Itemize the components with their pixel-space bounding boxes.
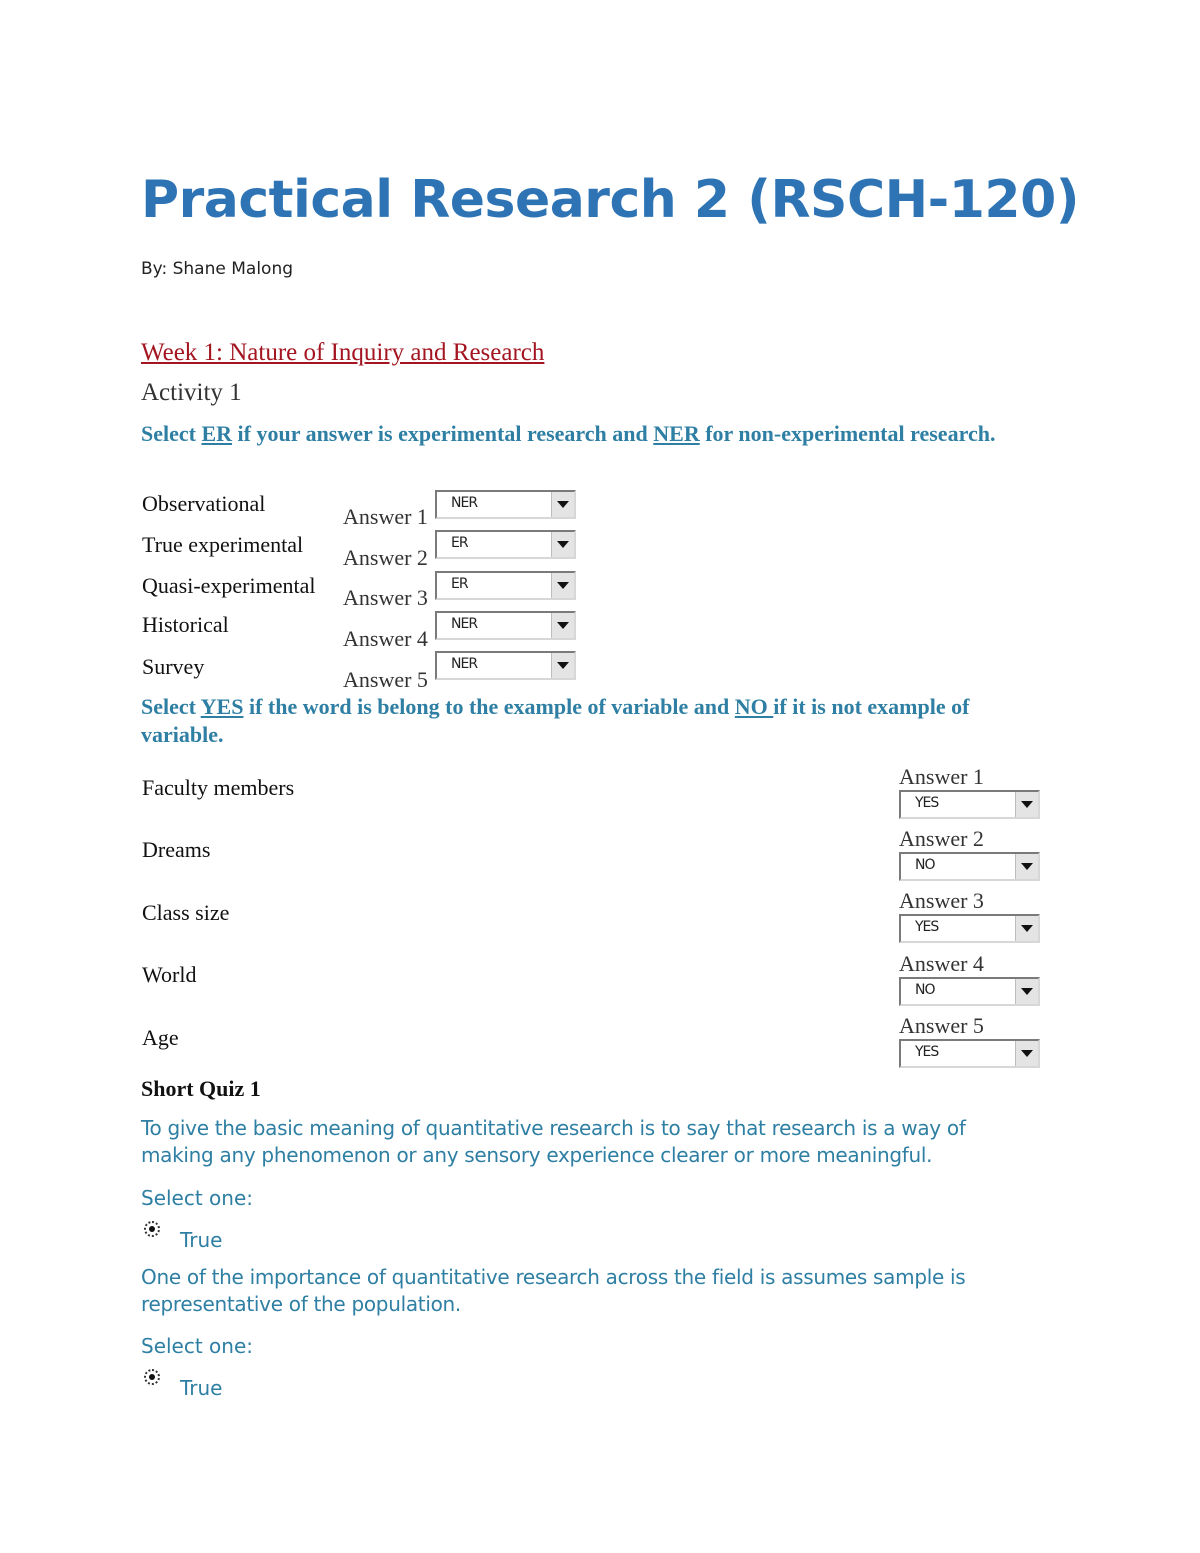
instruction-text: Select [141, 694, 201, 719]
item-label: Quasi-experimental [142, 573, 316, 598]
item-label: Age [142, 1025, 179, 1050]
author-line: By: Shane Malong [141, 259, 294, 279]
item-label: World [142, 962, 197, 987]
item-label: True experimental [142, 532, 304, 557]
answer-select-5[interactable] [435, 651, 576, 680]
select-value: YES [915, 1044, 939, 1060]
select-value: NER [451, 656, 478, 672]
document-title: Practical Research 2 (RSCH-120) [141, 170, 1080, 230]
answer-label: Answer 4 [899, 951, 984, 976]
radio-selected-dot-icon [149, 1374, 155, 1380]
answer-label: Answer 4 [343, 626, 428, 651]
answer-select-2[interactable] [435, 530, 576, 559]
select-value: ER [451, 535, 468, 551]
question-text: One of the importance of quantitative research across the field is assumes sample is representative of the population. [141, 1265, 966, 1316]
item-label: Observational [142, 491, 266, 516]
answer-label: Answer 1 [899, 764, 984, 789]
answer-select-10[interactable] [899, 1039, 1040, 1068]
radio-button-true[interactable] [144, 1369, 160, 1385]
chevron-down-icon[interactable] [551, 613, 574, 638]
section1-instruction [141, 420, 1051, 448]
radio-button-true[interactable] [144, 1221, 160, 1237]
answer-label: Answer 1 [343, 504, 428, 529]
select-value: YES [915, 795, 939, 811]
select-value: YES [915, 919, 939, 935]
select-one-prompt: Select one: [141, 1334, 254, 1358]
chevron-down-icon[interactable] [1015, 916, 1038, 941]
answer-label: Answer 2 [343, 545, 428, 570]
select-value: ER [451, 576, 468, 592]
instruction-text: Select [141, 421, 202, 446]
instruction-option-yes: YES [200, 694, 244, 719]
chevron-down-icon[interactable] [551, 573, 574, 598]
radio-label[interactable]: True [180, 1376, 223, 1400]
instruction-text: for non-experimental research. [699, 421, 996, 446]
instruction-text: if the word is belong to the example of variable and [243, 694, 735, 719]
answer-select-4[interactable] [435, 611, 576, 640]
answer-label: Answer 5 [899, 1013, 984, 1038]
select-one-prompt: Select one: [141, 1186, 254, 1210]
item-label: Class size [142, 900, 230, 925]
question-text: To give the basic meaning of quantitative research is to say that research is a way of making any phenomenon or any sensory experience clearer or more meaningful. [141, 1116, 966, 1167]
answer-select-1[interactable] [435, 490, 576, 519]
answer-label: Answer 3 [343, 585, 428, 610]
radio-label[interactable]: True [180, 1228, 223, 1252]
week-heading: Week 1: Nature of Inquiry and Research [141, 339, 545, 366]
instruction-text: if it is not example of variable. [141, 694, 970, 747]
answer-label: Answer 3 [899, 888, 984, 913]
chevron-down-icon[interactable] [1015, 792, 1038, 817]
select-value: NER [451, 495, 478, 511]
quiz-title: Short Quiz 1 [141, 1076, 261, 1101]
chevron-down-icon[interactable] [551, 653, 574, 678]
answer-select-8[interactable] [899, 914, 1040, 943]
select-value: NER [451, 616, 478, 632]
answer-label: Answer 2 [899, 826, 984, 851]
radio-selected-dot-icon [149, 1226, 155, 1232]
item-label: Survey [142, 654, 205, 679]
item-label: Historical [142, 612, 229, 637]
item-label: Dreams [142, 837, 211, 862]
section2-instruction [141, 693, 1051, 749]
answer-select-6[interactable] [899, 790, 1040, 819]
activity-heading: Activity 1 [141, 379, 242, 406]
instruction-option-er: ER [201, 421, 233, 446]
instruction-option-no: NO [734, 694, 774, 719]
chevron-down-icon[interactable] [1015, 854, 1038, 879]
answer-select-3[interactable] [435, 571, 576, 600]
answer-select-9[interactable] [899, 977, 1040, 1006]
answer-label: Answer 5 [343, 667, 428, 692]
instruction-option-ner: NER [653, 421, 700, 446]
chevron-down-icon[interactable] [1015, 979, 1038, 1004]
answer-select-7[interactable] [899, 852, 1040, 881]
chevron-down-icon[interactable] [551, 532, 574, 557]
chevron-down-icon[interactable] [551, 492, 574, 517]
item-label: Faculty members [142, 775, 295, 800]
chevron-down-icon[interactable] [1015, 1041, 1038, 1066]
instruction-text: if your answer is experimental research and [232, 421, 654, 446]
select-value: NO [915, 982, 935, 998]
select-value: NO [915, 857, 935, 873]
